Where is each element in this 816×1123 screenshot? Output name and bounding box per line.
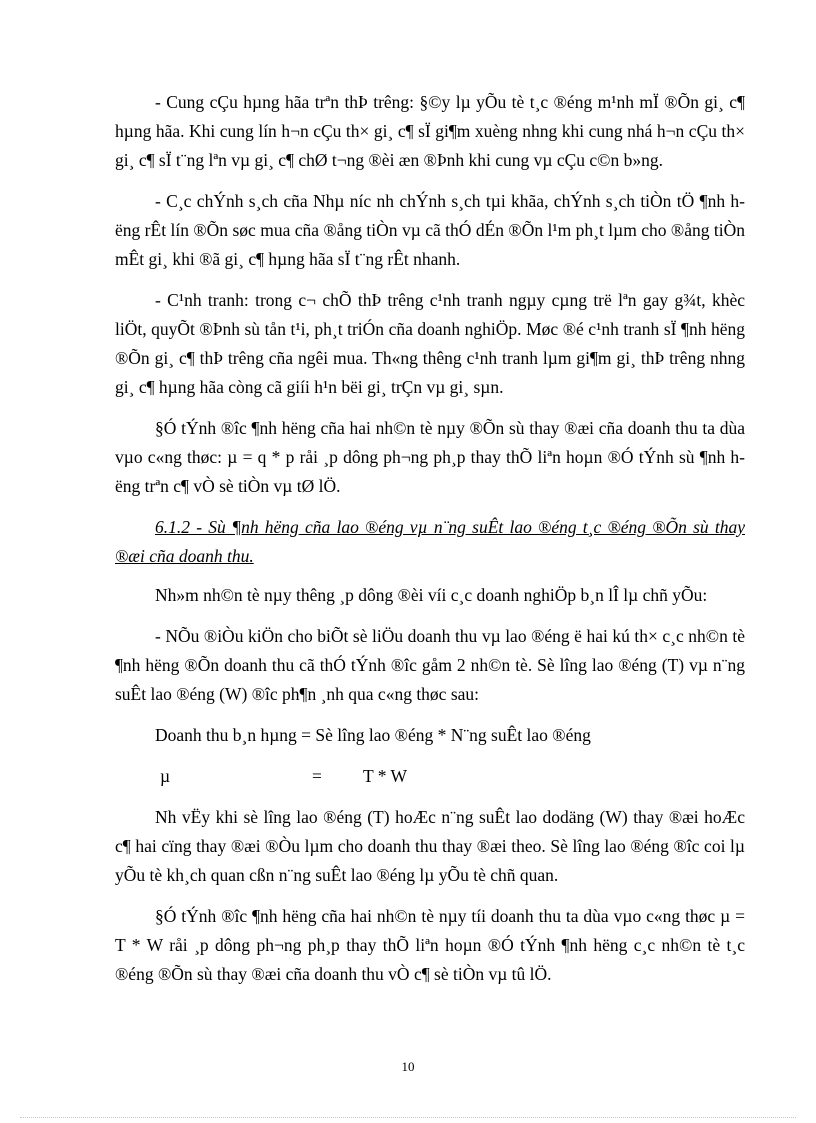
paragraph-supply-demand: - Cung cÇu hµng hãa trªn thÞ trêng: §©y lµ yÕu tè t¸c ®éng m¹nh mÏ ®Õn gi¸ c¶ hµng hãa. Khi cung lín h¬n cÇu th× gi¸ c¶ sÏ gi¶m xuèng nhng khi cung nhá h¬n cÇu th× gi¸ c¶ sÏ t¨ng lªn vµ gi¸ c¶ chØ t¬ng ®èi æn ®Þnh khi cung vµ cÇu c©n b»ng. <box>115 92 745 170</box>
paragraph-retail: Nh»m nh©n tè nµy thêng ¸p dông ®èi víi c¸c doanh nghiÖp b¸n lÎ lµ chñ yÕu: <box>155 585 708 605</box>
paragraph-labor-factors: - NÕu ®iÒu kiÖn cho biÕt sè liÖu doanh thu vµ lao ®éng ë hai kú th× c¸c nh©n tè ¶nh hëng ®Õn doanh thu cã thÓ tÝnh ®îc gåm 2 nh©n tè. Sè lîng lao ®éng (T) vµ n¨ng suÊt lao ®éng (W) ®îc ph¶n ¸nh qua c«ng thøc sau: <box>115 626 745 704</box>
formula-rhs: T * W <box>363 766 408 786</box>
formula-equals: = <box>312 766 322 786</box>
paragraph-price-formula: §Ó tÝnh ®îc ¶nh hëng cña hai nh©n tè nµy ®Õn sù thay ®æi cña doanh thu ta dùa vµo c«ng thøc: µ = q * p råi ¸p dông ph¬ng ph¸p thay thÕ liªn hoµn ®Ó tÝnh sù ¶nh hëng trªn c¶ vÒ sè tiÒn vµ tØ lÖ. <box>115 418 745 496</box>
formula-text: Doanh thu b¸n hµng = Sè lîng lao ®éng * N¨ng suÊt lao ®éng <box>155 725 591 745</box>
paragraph-labor-calculation: §Ó tÝnh ®îc ¶nh hëng cña hai nh©n tè nµy tíi doanh thu ta dùa vµo c«ng thøc µ = T * W råi ¸p dông ph¬ng ph¸p thay thÕ liªn hoµn ®Ó tÝnh ¶nh hëng c¸c nh©n tè t¸c ®éng ®Õn sù thay ®æi cña doanh thu vÒ c¶ sè tiÒn vµ tû lÖ. <box>115 906 745 984</box>
page-body <box>115 88 745 1001</box>
page-bottom-divider <box>20 1117 796 1118</box>
paragraph-competition: - C¹nh tranh: trong c¬ chÕ thÞ trêng c¹nh tranh ngµy cµng trë lªn gay g¾t, khèc liÖt, quyÕt ®Þnh sù tån t¹i, ph¸t triÓn cña doanh nghiÖp. Møc ®é c¹nh tranh sÏ ¶nh hëng ®Õn gi¸ c¶ thÞ trêng cña ngêi mua. Th«ng thêng c¹nh tranh lµm gi¶m gi¸ thÞ trêng nhng gi¸ c¶ hµng hãa còng cã giíi h¹n bëi gi¸ trÇn vµ gi¸ sµn. <box>115 290 745 397</box>
formula-lhs: µ <box>160 766 171 786</box>
paragraph-state-policy: - C¸c chÝnh s¸ch cña Nhµ níc nh chÝnh s¸ch tµi khãa, chÝnh s¸ch tiÒn tÖ ¶nh hëng rÊt lín ®Õn søc mua cña ®ång tiÒn vµ cã thÓ dÉn ®Õn l¹m ph¸t lµm cho ®ång tiÒn mÊt gi¸ khi ®ã gi¸ c¶ hµng hãa sÏ t¨ng rÊt nhanh. <box>115 191 745 269</box>
page-number: 10 <box>401 1059 415 1074</box>
section-heading: 6.1.2 - Sù ¶nh hëng cña lao ®éng vµ n¨ng suÊt lao ®éng t¸c ®éng ®Õn sù thay ®æi cña doanh thu. <box>115 517 745 566</box>
paragraph-labor-change: Nh vËy khi sè lîng lao ®éng (T) hoÆc n¨ng suÊt lao dodäng (W) thay ®æi hoÆc c¶ hai cïng thay ®æi ®Òu lµm cho doanh thu thay ®æi theo. Sè lîng lao ®éng ®îc coi lµ yÕu tè kh¸ch quan cßn n¨ng suÊt lao ®éng lµ yÕu tè chñ quan. <box>115 807 745 885</box>
formula-symbolic <box>115 762 745 791</box>
